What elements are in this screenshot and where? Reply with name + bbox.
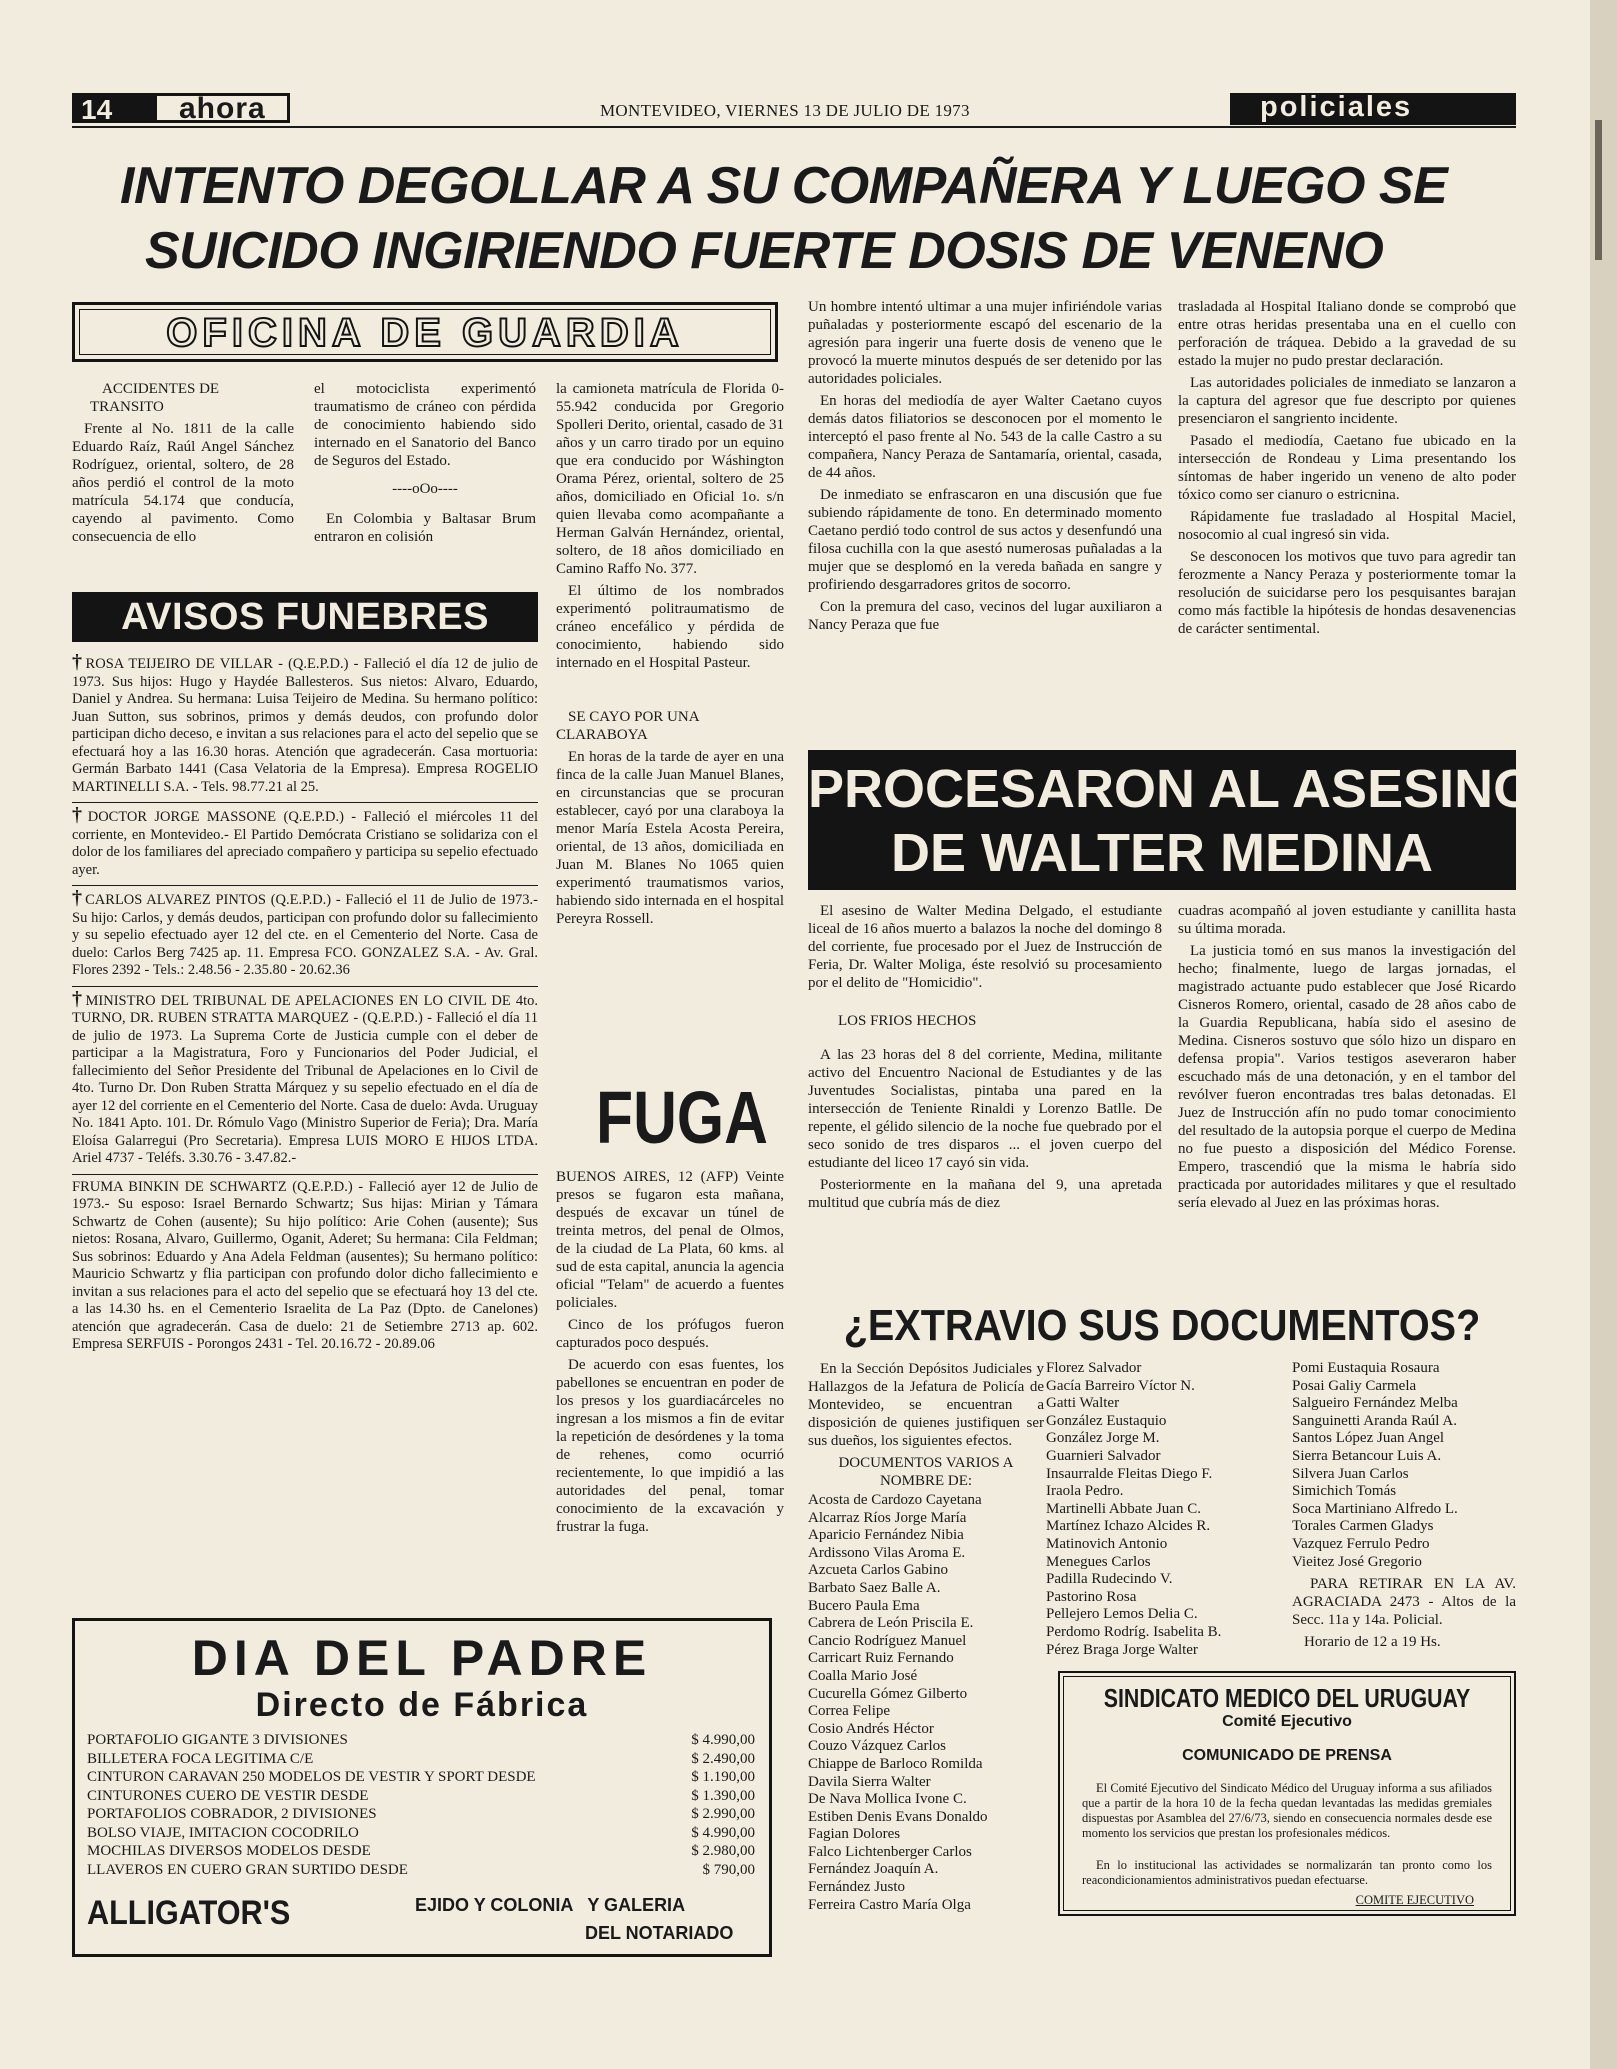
document-owner-name: Pomi Eustaquia Rosaura <box>1292 1360 1440 1376</box>
oficina-col2-p1: el motociclista experimentó traumatismo de cráneo con pérdida de conocimiento habiendo sido internado en el Sanatorio del Banco de Seguros del Estado. <box>314 381 536 469</box>
cross-icon: † <box>72 804 86 826</box>
lead-p: En horas del mediodía de ayer Walter Caetano cuyos demás datos filiatorios se desconocen por el momento le interceptó el paso frente al No. 543 de la calle Castro a su compañera, Nancy Peraza de Santamaría, oriental, casada, de 44 años. <box>808 393 1162 481</box>
document-owner-name: Barbato Saez Balle A. <box>808 1579 941 1596</box>
cross-icon: † <box>72 987 84 1010</box>
page-number-box <box>72 93 154 123</box>
document-owner-name: Estiben Denis Evans Donaldo <box>808 1808 988 1825</box>
item-name: CINTURONES CUERO DE VESTIR DESDE <box>87 1787 369 1804</box>
aviso-notice <box>72 650 538 796</box>
oficina-col2-p2: En Colombia y Baltasar Brum entraron en colisión <box>314 511 536 545</box>
aviso-notice <box>72 802 538 879</box>
document-owner-name: Carricart Ruiz Fernando <box>808 1650 954 1667</box>
fuga-p3: De acuerdo con esas fuentes, los pabellones se encuentran en poder de los presos y los guardiacárceles no ingresan a los mismos a fin de evitar la repetición de desórdenes y la toma de rehenes, como ocurrió recientemente, lo que impidió a las autoridades del penal, tomar conocimiento de la excavación y frustrar la fuga. <box>556 1357 784 1535</box>
paper-name: ahora <box>179 92 266 125</box>
document-owner-name: Ardissono Vilas Aroma E. <box>808 1544 966 1561</box>
document-owner-name: Cancio Rodríguez Manuel <box>808 1632 967 1649</box>
item-name: BILLETERA FOCA LEGITIMA C/E <box>87 1750 314 1767</box>
item-price: $ 4.990,00 <box>691 1732 755 1748</box>
item-price: $ 1.390,00 <box>691 1787 755 1804</box>
document-owner-name: Sierra Betancour Luis A. <box>1292 1447 1442 1464</box>
ad-address-1: EJIDO Y COLONIA Y GALERIA <box>415 1895 686 1915</box>
item-name: MOCHILAS DIVERSOS MODELOS DESDE <box>87 1843 371 1859</box>
oficina-separator: ----oOo---- <box>392 481 458 497</box>
item-name: CINTURON CARAVAN 250 MODELOS DE VESTIR Y SPORT DESDE <box>87 1769 536 1785</box>
price-row <box>87 1861 755 1880</box>
price-row <box>87 1787 755 1806</box>
document-owner-name: Florez Salvador <box>1046 1360 1142 1376</box>
document-owner-name: Sanguinetti Aranda Raúl A. <box>1292 1412 1457 1429</box>
lead-p: trasladada al Hospital Italiano donde se comprobó que entre otras heridas presentaba una en el cuello con perforación de tráquea. Debido a la gravedad de su estado la mujer no pudo prestar declaración. <box>1178 299 1516 369</box>
dia-padre-ad <box>72 1618 772 1957</box>
fuga-p1: BUENOS AIRES, 12 (AFP) Veinte presos se fugaron esta mañana, después de excavar un túnel de treinta metros, del penal de Olmos, de la ciudad de La Plata, 60 kms. al sud de esta capital, anuncia la agencia oficial "Telam" de acuerdo a fuentes policiales. <box>556 1169 784 1311</box>
retirar-text: PARA RETIRAR EN LA AV. AGRACIADA 2473 - Altos de la Secc. 11a y 14a. Policial. <box>1292 1576 1516 1629</box>
procesaron-title-1: PROCESARON AL ASESINO <box>808 759 1536 819</box>
sindicato-signature: COMITE EJECUTIVO <box>1355 1893 1474 1907</box>
item-price: $ 2.980,00 <box>691 1843 755 1859</box>
names-list-2 <box>1046 1360 1266 1659</box>
document-owner-name: Gacía Barreiro Víctor N. <box>1046 1377 1195 1394</box>
dia-padre-title: DIA DEL PADRE <box>191 1630 653 1686</box>
document-owner-name: Alcarraz Ríos Jorge María <box>808 1509 967 1526</box>
document-owner-name: Torales Carmen Gladys <box>1292 1518 1434 1535</box>
aviso-notice <box>72 885 538 980</box>
document-owner-name: Pellejero Lemos Delia C. <box>1046 1606 1198 1623</box>
extravio-col-1 <box>808 1360 1044 1914</box>
procesaron-p: La justicia tomó en sus manos la investigación del hecho; finalmente, luego de largas jornadas, el magistrado actuante pudo establecer que José Ricardo Cisneros Romero, oriental, casado de 28 años cabo de la Guardia Republicana, había sido el asesino de Medina. Cisneros sostuvo que sólo hizo un disparo en defensa propia". Varios testigos aseveraron haber escuchado más de una detonación, y en el tambor del revólver fueron encontradas tres balas detonadas. El Juez de Instrucción afín no pudo tomar conocimiento del resultado de la autopsia porque el cuerpo de Medina no fue puesto a disposición del Médico Forense. Empero, trascendió que la misma le habría sido practicada por autoridades militares y que el resultado sería elevado al Juez en las próximas horas. <box>1178 943 1516 1211</box>
procesaron-p: El asesino de Walter Medina Delgado, el estudiante liceal de 16 años muerto a balazos la noche del domingo 8 del corriente, fue procesado por el Juez de Instrucción de Feria, Dr. Walter Moliga, éste resolvió su procesamiento por el delito de "Homicidio". <box>808 903 1162 991</box>
extravio-list-head: DOCUMENTOS VARIOS A NOMBRE DE: <box>838 1455 1014 1489</box>
document-owner-name: Martínez Ichazo Alcides R. <box>1046 1518 1211 1535</box>
section-tag <box>1230 93 1516 125</box>
headline-line-1: INTENTO DEGOLLAR A SU COMPAÑERA Y LUEGO SE <box>120 157 1448 215</box>
document-owner-name: Aparicio Fernández Nibia <box>808 1527 964 1544</box>
oficina-col3-p2: El último de los nombrados experimentó politraumatismo de cráneo encefálico y pérdida de conocimiento, habiendo sido internado en el Hospital Pasteur. <box>556 583 784 671</box>
lead-p: Rápidamente fue trasladado al Hospital Maciel, nosocomio al cual ingresó sin vida. <box>1178 509 1516 543</box>
document-owner-name: Fagian Dolores <box>808 1826 901 1843</box>
price-row <box>87 1731 755 1750</box>
aviso-text: CARLOS ALVAREZ PINTOS (Q.E.P.D.) - Falleció el 11 de Julio de 1973.- Su hijo: Carlos, y demás deudos, participan con profundo dolor su fallecimiento y su sepelio efectuado ayer 12 del cte. en el Cementerio del Norte. Casa de duelo: Carlos Berg 7425 ap. 11. Empresa FCO. GONZALEZ S.A. - Av. Gral. Flores 2392 - Tels.: 2.48.56 - 2.35.80 - 20.62.36 <box>72 892 539 978</box>
accidentes-subhead: ACCIDENTES DE TRANSITO <box>90 381 220 415</box>
aviso-text: DOCTOR JORGE MASSONE (Q.E.P.D.) - Falleció el miércoles 11 del corriente, en Montevideo.- El Partido Demócrata Cristiano se solidariza con el dolor de los familiares del apreciado compañero y participa su sepelio efectuado ayer. <box>72 809 538 878</box>
item-price: $ 1.190,00 <box>691 1769 755 1785</box>
dia-padre-subtitle: Directo de Fábrica <box>255 1686 589 1724</box>
fuga-body <box>556 1168 784 1540</box>
lead-p: Se desconocen los motivos que tuvo para agredir tan ferozmente a Nancy Peraza y posteriormente tomar la resolución de suicidarse pero los pesquisantes barajan como más factible la hipótesis de hondas desavenencias de carácter sentimental. <box>1178 549 1516 637</box>
document-owner-name: Simichich Tomás <box>1292 1483 1397 1500</box>
sindicato-p1: El Comité Ejecutivo del Sindicato Médico del Uruguay informa a sus afiliados que a partir de la hora 10 de la fecha quedan levantadas las medidas gremiales dispuestas por Asamblea del 27/6/73, siendo en consecuencia normales desde ese momento los servicios que prestan los profesionales médicos. <box>1082 1781 1492 1840</box>
document-owner-name: Posai Galiy Carmela <box>1292 1377 1417 1394</box>
item-name: LLAVEROS EN CUERO GRAN SURTIDO DESDE <box>87 1861 408 1878</box>
oficina-col-3 <box>556 380 784 932</box>
document-owner-name: Silvera Juan Carlos <box>1292 1465 1409 1482</box>
document-owner-name: Ferreira Castro María Olga <box>808 1896 971 1913</box>
avisos-list <box>72 650 538 1360</box>
claraboya-subhead: SE CAYO POR UNA CLARABOYA <box>556 709 699 743</box>
page-edge <box>1590 0 1617 2069</box>
aviso-text: MINISTRO DEL TRIBUNAL DE APELACIONES EN LO CIVIL DE 4to. TURNO, DR. RUBEN STRATTA MARQUEZ - (Q.E.P.D.) - Falleció el día 11 de julio de 1973. La Suprema Corte de Justicia cumple con el deber de participar a la Magistratura, Foro y Funcionarios del Poder Judicial, el fallecimiento del Señor Presidente del Tribunal de Apelaciones en lo Civil de 4to. Turno Dr. Don Ruben Stratta Márquez y su sepelio efectuado en el día de ayer 12 del corriente en el Cementerio del Norte. Casa de duelo: Avda. Uruguay No. 1841 Apto. 101. Dr. Rómulo Vago (Ministro Superior de Feria); Dra. María Eloísa Galarregui (Pro Secretaria). Empresa LUIS MORO E HIJOS LTDA. Ariel 4737 - Teléfs. 3.30.76 - 3.47.82.- <box>72 992 539 1166</box>
document-owner-name: Padilla Rudecindo V. <box>1046 1571 1173 1588</box>
headline-line-2: SUICIDO INGIRIENDO FUERTE DOSIS DE VENENO <box>145 222 1384 280</box>
document-owner-name: Falco Lichtenberger Carlos <box>808 1843 972 1860</box>
document-owner-name: Chiappe de Barloco Romilda <box>808 1755 983 1772</box>
document-owner-name: Cabrera de León Priscila E. <box>808 1615 974 1632</box>
item-price: $ 790,00 <box>702 1861 755 1878</box>
accidentes-p1: Frente al No. 1811 de la calle Eduardo Raíz, Raúl Angel Sánchez Rodríguez, oriental, soltero, de 28 años perdió el control de la moto matrícula 54.174 que conducía, cayendo al pavimento. Como consecuencia de ello <box>72 421 294 545</box>
avisos-banner <box>72 592 538 642</box>
document-owner-name: González Eustaquio <box>1046 1412 1167 1429</box>
extravio-col-3 <box>1292 1360 1516 1655</box>
aviso-text: FRUMA BINKIN DE SCHWARTZ (Q.E.P.D.) - Falleció ayer 12 de Julio de 1973.- Su esposo: Israel Bernardo Schwartz; Sus hijas: Mirian y Támara Schwartz de Cohen (ausente); Su hijo político: Arie Cohen (ausente); Sus nietos: Rosana, Alvaro, Guillermo, Oganit, Aderet; Su hermana: Cila Feldman; Sus sobrinos: Eduardo y Ana Adela Feldman (ausentes); Su hermano político: Mauricio Schwartz y flia participan con profundo dolor dicho fallecimiento e invitan a sus relaciones para el acto del sepelio que se efectuará hoy 13 del cte. a las 14.30 hs. en el Cementerio Israelita de La Paz (Dpto. de Canelones) atención que agradecerán. Casa de duelo: 21 de Setiembre 2713 ap. 602. Empresa SERFUIS - Porongos 2431 - Tel. 20.16.72 - 20.89.06 <box>72 1178 538 1352</box>
document-owner-name: Correa Felipe <box>808 1703 891 1720</box>
lead-p: Pasado el mediodía, Caetano fue ubicado en la intersección de Rondeau y Lima presentando los síntomas de haber ingerido un veneno de alto poder tóxico como ser cianuro o estricnina. <box>1178 433 1516 503</box>
avisos-title: AVISOS FUNEBRES <box>121 596 489 638</box>
sindicato-box <box>1058 1671 1516 1916</box>
document-owner-name: Cosio Andrés Héctor <box>808 1720 934 1737</box>
procesaron-p: Posteriormente en la mañana del 9, una apretada multitud que cubría más de diez <box>808 1177 1162 1211</box>
document-owner-name: Salgueiro Fernández Melba <box>1292 1395 1458 1412</box>
document-owner-name: Martinelli Abbate Juan C. <box>1046 1500 1201 1517</box>
extravio-col-2 <box>1046 1360 1266 1659</box>
extravio-title: ¿EXTRAVIO SUS DOCUMENTOS? <box>843 1301 1481 1350</box>
item-price: $ 2.990,00 <box>691 1806 755 1822</box>
item-name: PORTAFOLIOS COBRADOR, 2 DIVISIONES <box>87 1806 377 1822</box>
fuga-title: FUGA <box>596 1076 768 1159</box>
document-owner-name: Vieitez José Gregorio <box>1292 1553 1422 1570</box>
item-name: BOLSO VIAJE, IMITACION COCODRILO <box>87 1824 359 1841</box>
document-owner-name: Insaurralde Fleitas Diego F. <box>1046 1465 1213 1482</box>
document-owner-name: Fernández Joaquín A. <box>808 1861 939 1878</box>
page-edge-mark <box>1595 120 1602 260</box>
price-table <box>87 1731 755 1879</box>
document-owner-name: Coalla Mario José <box>808 1667 918 1684</box>
document-owner-name: Pérez Braga Jorge Walter <box>1046 1641 1198 1658</box>
document-owner-name: De Nava Mollica Ivone C. <box>808 1791 967 1808</box>
document-owner-name: Fernández Justo <box>808 1879 906 1896</box>
document-owner-name: Soca Martiniano Alfredo L. <box>1292 1500 1458 1517</box>
procesaron-p: A las 23 horas del 8 del corriente, Medina, militante activo del Encuentro Nacional de Estudiantes y de las Juventudes Socialistas, pintaba una pared en la intersección de Teniente Rinaldi y Lorenzo Batlle. De repente, el gélido silencio de la noche fue quebrado por el seco sonido de tres disparos ... el joven cuerpo del estudiante del liceo 17 cayó sin vida. <box>808 1047 1162 1171</box>
paper-logo <box>154 93 290 123</box>
sindicato-heading: COMUNICADO DE PRENSA <box>1182 1747 1392 1764</box>
item-price: $ 2.490,00 <box>691 1750 755 1767</box>
document-owner-name: Cucurella Gómez Gilberto <box>808 1685 968 1702</box>
lead-story-col-2 <box>1178 298 1516 642</box>
lead-story-col-1 <box>808 298 1162 638</box>
procesaron-p: cuadras acompañó al joven estudiante y canillita hasta su última morada. <box>1178 903 1516 937</box>
dateline: MONTEVIDEO, VIERNES 13 DE JULIO DE 1973 <box>600 101 970 120</box>
document-owner-name: Bucero Paula Ema <box>808 1597 920 1614</box>
price-row <box>87 1805 755 1824</box>
names-list-1 <box>808 1492 1044 1914</box>
document-owner-name: Acosta de Cardozo Cayetana <box>808 1492 982 1508</box>
oficina-col-1 <box>72 380 294 550</box>
price-row <box>87 1824 755 1843</box>
document-owner-name: Davila Sierra Walter <box>808 1773 931 1790</box>
names-list-3 <box>1292 1360 1516 1571</box>
aviso-notice <box>72 986 538 1168</box>
document-owner-name: Gatti Walter <box>1046 1395 1120 1412</box>
document-owner-name: Santos López Juan Angel <box>1292 1430 1445 1447</box>
document-owner-name: Pastorino Rosa <box>1046 1588 1137 1605</box>
frios-hechos-subhead: LOS FRIOS HECHOS <box>838 1013 977 1029</box>
document-owner-name: Iraola Pedro. <box>1046 1483 1124 1500</box>
document-owner-name: Perdomo Rodríg. Isabelita B. <box>1046 1623 1222 1640</box>
extravio-intro: En la Sección Depósitos Judiciales y Hallazgos de la Jefatura de Policía de Montevideo, se encuentran a disposición de quienes justifiquen ser sus dueños, los siguientes efectos. <box>808 1361 1044 1449</box>
document-owner-name: González Jorge M. <box>1046 1430 1160 1447</box>
claraboya-p1: En horas de la tarde de ayer en una finca de la calle Juan Manuel Blanes, en circunstancias que se procuran establecer, cayó por una claraboya la menor María Estela Acosta Pereira, oriental, de 13 años, domiciliada en Juan M. Blanes No 1065 quien experimentó traumatismos varios, habiendo sido internada en el hospital Pereyra Rossell. <box>556 749 784 927</box>
page-number: 14 <box>81 94 113 125</box>
lead-p: Las autoridades policiales de inmediato se lanzaron a la captura del agresor que fue descripto por quienes presenciaron el sangriento incidente. <box>1178 375 1516 427</box>
oficina-col3-p1: la camioneta matrícula de Florida 0-55.942 conducida por Gregorio Spolleri Derito, oriental, casado de 31 años y un carro tirado por un equino que era conducido por Wáshington Orama Pérez, oriental, soltero de 25 años, domiciliado en Oficial 1o. s/n quien llevaba como acompañante a Herman Galván Hernández, oriental, soltero, de 18 años domiciliado en Camino Raffo No. 377. <box>556 381 784 577</box>
lead-p: Con la premura del caso, vecinos del lugar auxiliaron a Nancy Peraza que fue <box>808 599 1162 633</box>
oficina-banner <box>72 302 778 362</box>
sindicato-title: SINDICATO MEDICO DEL URUGUAY <box>1103 1683 1471 1713</box>
ad-address-2: DEL NOTARIADO <box>585 1923 734 1943</box>
alligators-brand: ALLIGATOR'S <box>87 1894 291 1932</box>
aviso-text: ROSA TEIJEIRO DE VILLAR - (Q.E.P.D.) - Falleció el día 12 de julio de 1973. Sus hijos: Hugo y Haydée Ballesteros. Sus nietos: Alvaro, Eduardo, Daniel y Andrea. Su hermana: Luisa Teijeiro de Medina. Su hermano político: Juan Sutton, sus sobrinos, primos y demás deudos, con profundo dolor participan dicho deceso, e invitan a sus relaciones para el acto del sepelio que se efectuará hoy a las 16.30 horas. Atención que agradecerán. Casa mortuoria: Germán Barbato 1441 (Casa Velatoria de la Empresa). Empresa ROGELIO MARTINELLI S.A. - Tels. 98.77.21 al 25. <box>72 656 538 795</box>
oficina-col-2 <box>314 380 536 550</box>
document-owner-name: Vazquez Ferrulo Pedro <box>1292 1535 1430 1552</box>
document-owner-name: Azcueta Carlos Gabino <box>808 1562 948 1579</box>
aviso-notice <box>72 1174 538 1354</box>
document-owner-name: Menegues Carlos <box>1046 1553 1151 1570</box>
sindicato-sub: Comité Ejecutivo <box>1222 1713 1352 1730</box>
document-owner-name: Matinovich Antonio <box>1046 1535 1168 1552</box>
price-row <box>87 1768 755 1787</box>
procesaron-col-1 <box>808 902 1162 1216</box>
horario-text: Horario de 12 a 19 Hs. <box>1304 1634 1441 1651</box>
document-owner-name: Couzo Vázquez Carlos <box>808 1738 947 1755</box>
cross-icon: † <box>72 887 84 909</box>
sindicato-p2: En lo institucional las actividades se normalizarán tan pronto como los reacondicionamientos administrativos puedan efectuarse. <box>1082 1858 1492 1887</box>
masthead-rule <box>72 126 1516 128</box>
procesaron-title-2: DE WALTER MEDINA <box>891 823 1433 883</box>
lead-p: De inmediato se enfrascaron en una discusión que fue subiendo rápidamente de tono. En determinado momento Caetano perdió todo control de sus actos y desenfundó una filosa cuchilla con la que asestó numerosas puñaladas a la mujer que se desplomó en la vereda bañada en sangre y profiriendo desgarradores gritos de socorro. <box>808 487 1162 593</box>
cross-icon: † <box>72 651 84 673</box>
procesaron-banner <box>808 750 1536 890</box>
procesaron-col-2 <box>1178 902 1516 1216</box>
section-name: policiales <box>1260 91 1413 123</box>
item-price: $ 4.990,00 <box>691 1824 755 1841</box>
item-name: PORTAFOLIO GIGANTE 3 DIVISIONES <box>87 1732 348 1748</box>
fuga-p2: Cinco de los prófugos fueron capturados poco después. <box>556 1317 784 1351</box>
price-row <box>87 1842 755 1861</box>
oficina-title: OFICINA DE GUARDIA <box>166 311 684 355</box>
price-row <box>87 1750 755 1769</box>
lead-p: Un hombre intentó ultimar a una mujer infiriéndole varias puñaladas y posteriormente escapó del escenario de la agresión para ingerir una fuerte dosis de veneno que le provocó la muerte minutos después de ser detenido por las autoridades policiales. <box>808 299 1162 387</box>
document-owner-name: Guarnieri Salvador <box>1046 1447 1161 1464</box>
